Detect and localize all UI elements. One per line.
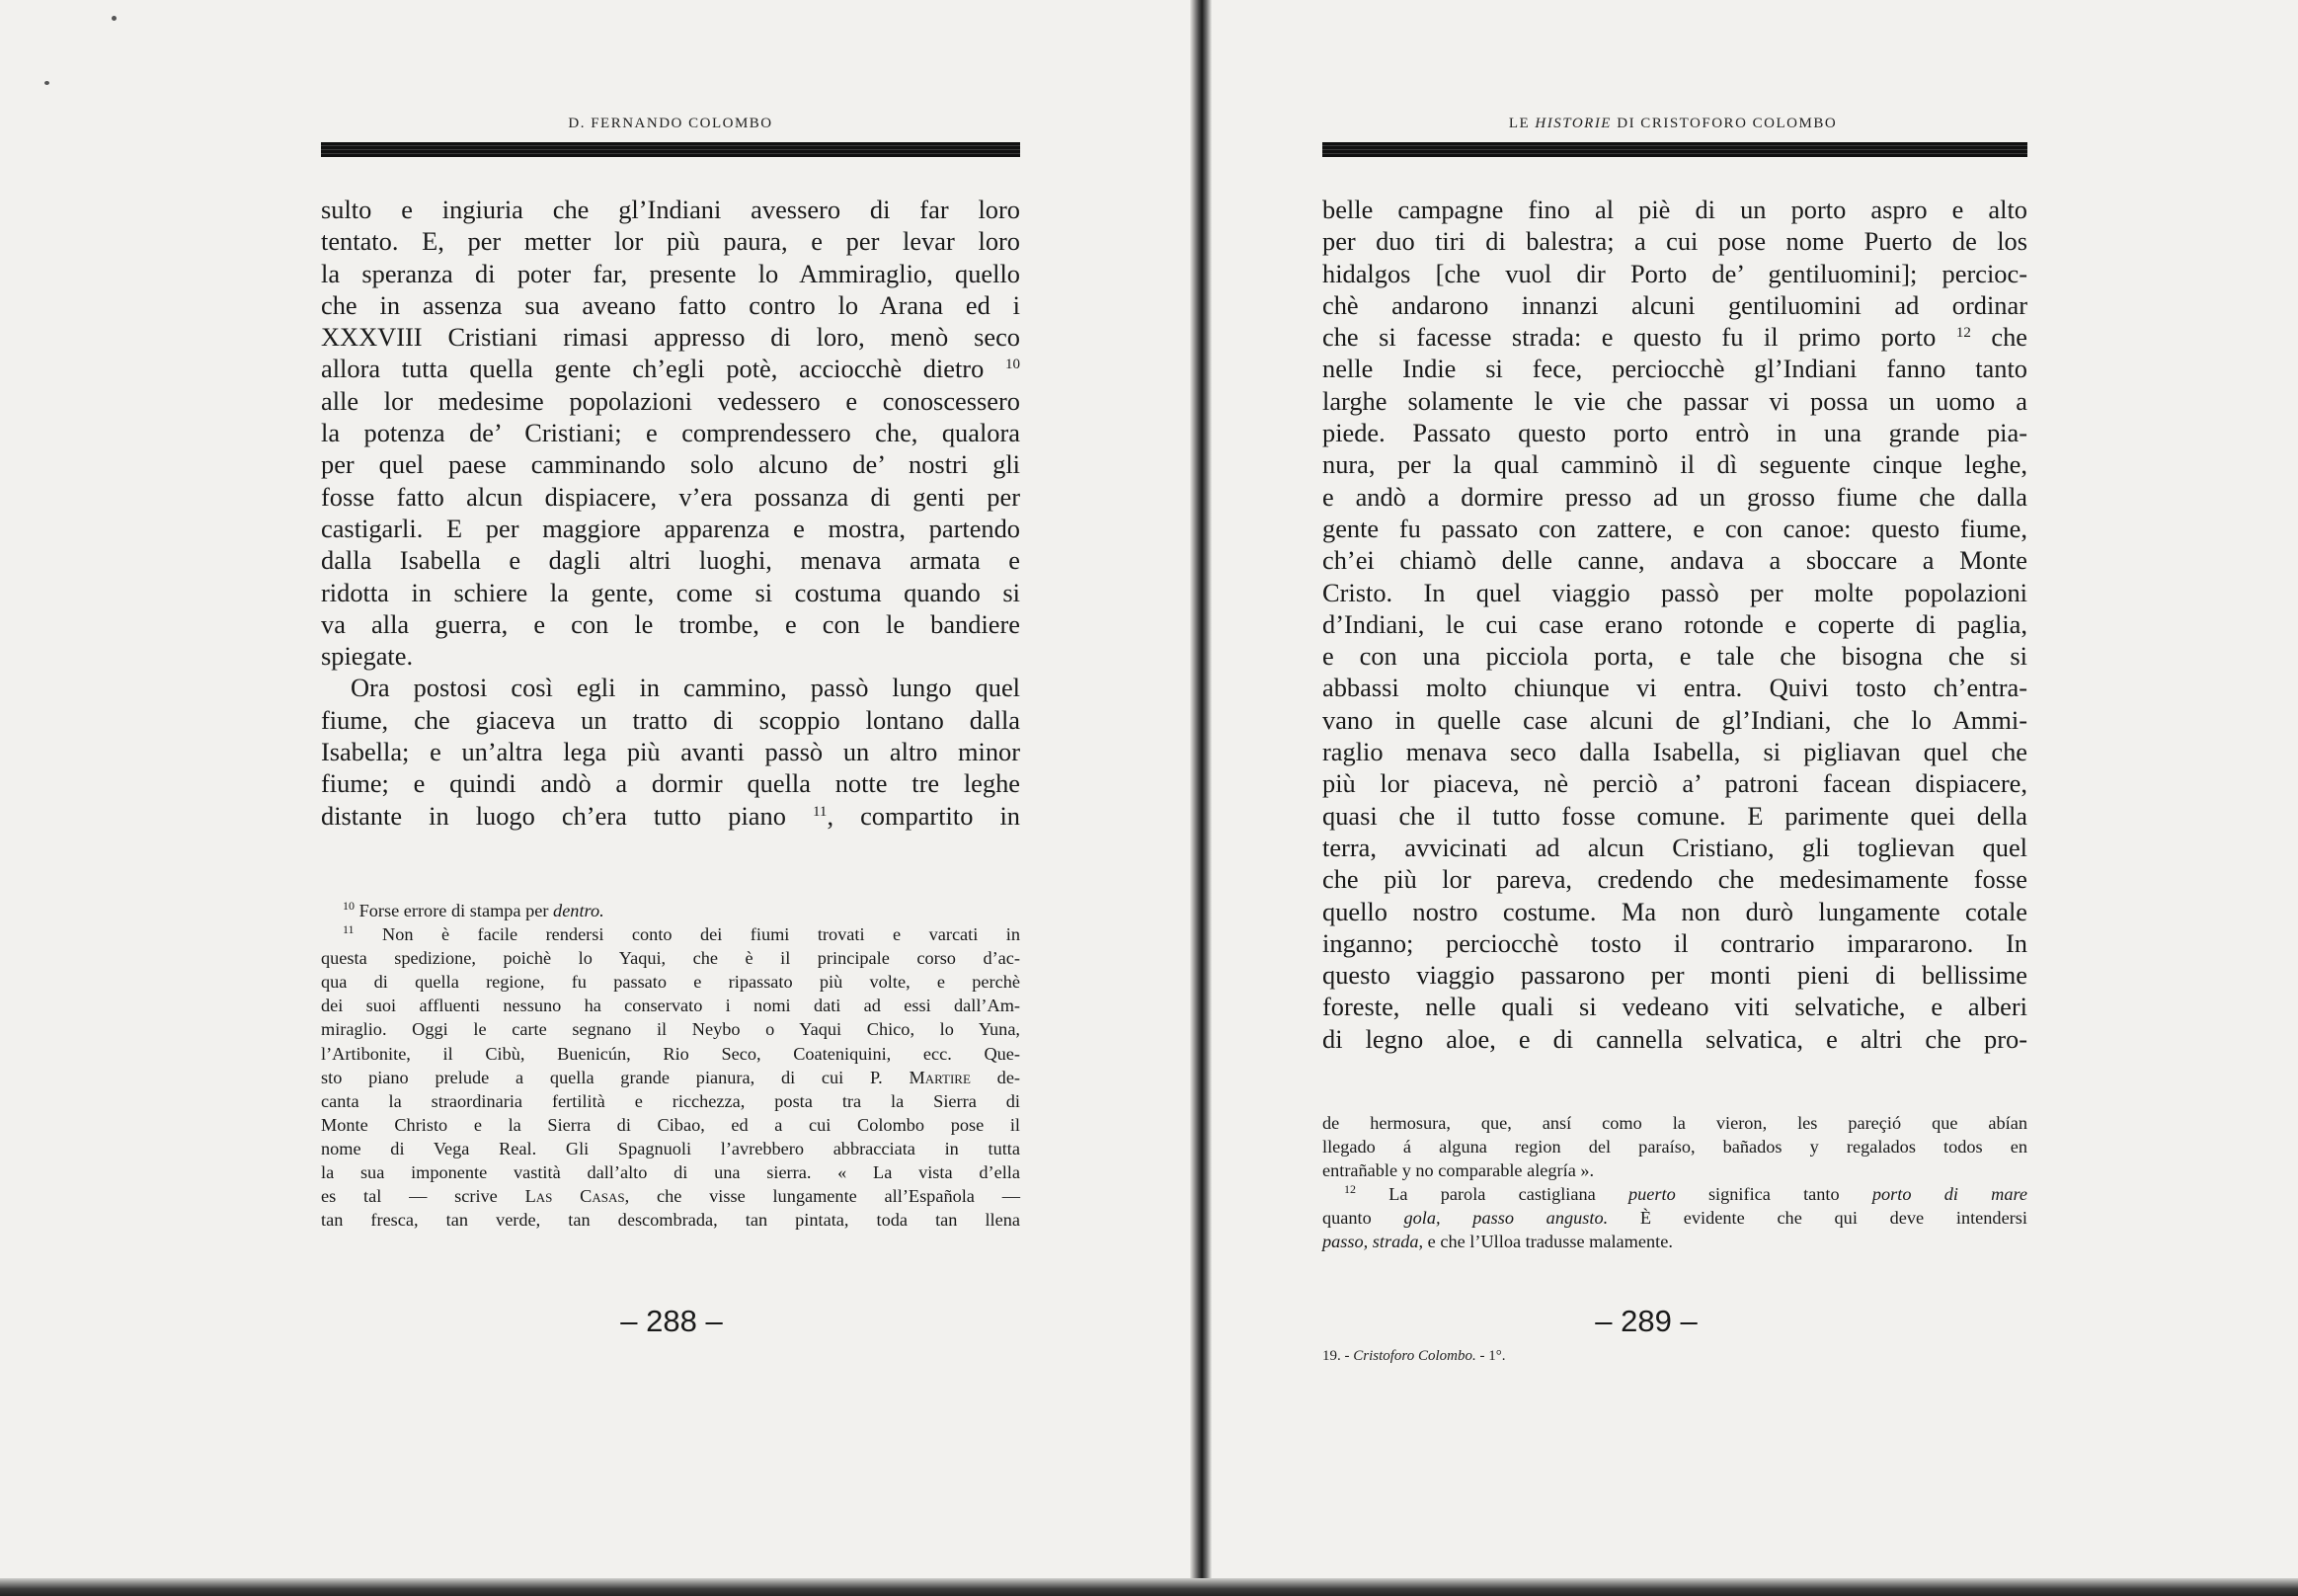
text-line: gente fu passato con zattere, e con canoe: questo fiume, — [1322, 513, 2027, 543]
text-line: quello nostro costume. Ma non durò lungamente cotale — [1322, 896, 2027, 926]
text-line: per duo tiri di balestra; a cui pose nome Puerto de los — [1322, 226, 2027, 257]
text-line: abbassi molto chiunque vi entra. Quivi tosto ch’entra- — [1322, 673, 2027, 703]
text-fragment: distante in luogo ch’era tutto piano — [321, 800, 786, 831]
footnote-line: de hermosura, que, ansí como la vieron, les pareçió que abían — [1322, 1113, 2027, 1133]
footnote-line — [321, 1184, 1020, 1208]
scan-speck — [112, 16, 117, 21]
footnote-text: e che l’Ulloa tradusse malamente. — [1427, 1232, 1673, 1252]
footnote-line: nome di Vega Real. Gli Spagnuoli l’avrebbero abbracciata in tutta — [321, 1138, 1020, 1158]
footnote-smallcaps: Martire — [909, 1067, 971, 1087]
text-fragment: , compartito in — [827, 800, 1020, 831]
text-line: foreste, nelle quali si vedeano viti selvatiche, e alberi — [1322, 992, 2027, 1022]
running-head-text: DI CRISTOFORO COLOMBO — [1617, 116, 1838, 131]
running-head-italic: HISTORIE — [1535, 116, 1612, 131]
text-line: Ora postosi così egli in cammino, passò lungo quel — [351, 673, 1020, 703]
text-fragment: che si facesse strada: e questo fu il primo porto — [1322, 322, 1937, 353]
footnote-text: Non è facile rendersi conto dei fiumi trovati e varcati in — [382, 924, 1021, 945]
right-page — [1212, 0, 2298, 1580]
text-line: e con una picciola porta, e tale che bisogna che si — [1322, 641, 2027, 672]
footnote-number: 10 — [343, 899, 355, 913]
footnote-italic: puerto — [1627, 1184, 1676, 1205]
left-page-number: – 288 – — [620, 1304, 723, 1338]
text-line: piede. Passato questo porto entrò in una grande pia- — [1322, 418, 2027, 448]
text-line: vano in quelle case alcuni de gl’Indiani, che lo Ammi- — [1322, 704, 2027, 735]
text-line: e andò a dormire presso ad un grosso fiume che dalla — [1322, 481, 2027, 512]
footnote-line — [1322, 1182, 2027, 1206]
footnote-text: È evidente che qui deve intendersi — [1639, 1208, 2027, 1229]
signature-italic: Cristoforo Colombo. — [1353, 1348, 1476, 1364]
right-footnotes — [1322, 1111, 2027, 1254]
text-line: fiume, che giaceva un tratto di scoppio lontano dalla — [321, 704, 1020, 735]
scan-speck — [44, 81, 49, 85]
book-gutter — [1190, 0, 1212, 1596]
text-line: più lor piaceva, nè perciò a’ patroni facean dispiacere, — [1322, 768, 2027, 799]
text-line: ch’ei chiamò delle canne, andava a sboccare a Monte — [1322, 545, 2027, 576]
text-line: quasi che il tutto fosse comune. E parimente quei della — [1322, 800, 2027, 831]
text-line — [321, 800, 1020, 832]
footnote-text: de- — [996, 1067, 1021, 1087]
text-line: chè andarono innanzi alcuni gentiluomini ad ordinar — [1322, 289, 2027, 320]
footnote-ref-11: 11 — [812, 803, 828, 820]
footnote-line — [321, 1066, 1020, 1089]
footnote-line: la sua imponente vastità dall’alto di una sierra. « La vista d’ella — [321, 1162, 1020, 1183]
footnote-line — [1322, 1230, 2027, 1253]
text-line: alle lor medesime popolazioni vedessero e conoscessero — [321, 385, 1020, 416]
right-header-rule — [1322, 142, 2027, 157]
left-footnotes — [321, 899, 1020, 1232]
left-header-rule — [321, 142, 1020, 157]
text-line: fiume; e quindi andò a dormir quella notte tre leghe — [321, 768, 1020, 799]
footnote-text: La parola castigliana — [1388, 1184, 1596, 1205]
text-line: belle campagne fino al piè di un porto aspro e alto — [1322, 195, 2027, 224]
text-line: larghe solamente le vie che passar vi possa un uomo a — [1322, 385, 2027, 416]
footnote-line: Monte Christo e la Sierra di Cibao, ed a cui Colombo pose il — [321, 1114, 1020, 1135]
text-line: terra, avvicinati ad alcun Cristiano, gli toglievan quel — [1322, 832, 2027, 862]
text-line: questo viaggio passarono per monti pieni di bellissime — [1322, 960, 2027, 991]
printer-signature — [1322, 1348, 1505, 1365]
signature-text: - 1°. — [1479, 1348, 1506, 1364]
footnote-italic: passo, strada, — [1322, 1232, 1424, 1252]
footnote-italic: porto di mare — [1871, 1184, 2028, 1205]
footnote-italic: gola, passo angusto. — [1403, 1208, 1609, 1229]
text-line: ridotta in schiere la gente, come si costuma quando si — [321, 577, 1020, 607]
text-line: Cristo. In quel viaggio passò per molte popolazioni — [1322, 577, 2027, 607]
text-line: XXXVIII Cristiani rimasi appresso di loro, menò seco — [321, 322, 1020, 353]
footnote-text: sto piano prelude a quella grande pianura, di cui P. — [321, 1067, 883, 1087]
footnote-italic: dentro. — [553, 901, 604, 920]
footnote-number: 11 — [343, 922, 355, 937]
footnote-text: Forse errore di stampa per — [358, 901, 549, 920]
text-line: nura, per la qual camminò il dì seguente cinque leghe, — [1322, 449, 2027, 480]
footnote-line — [1322, 1206, 2027, 1230]
text-line: di legno aloe, e di cannella selvatica, e altri che pro- — [1322, 1023, 2027, 1054]
footnote-smallcaps: Las Casas — [524, 1186, 625, 1207]
right-running-head — [1322, 116, 2023, 132]
footnote-line: tan fresca, tan verde, tan descombrada, tan pintata, toda tan llena — [321, 1210, 1020, 1231]
footnote-line: questa spedizione, poichè lo Yaqui, che è il principale corso d’ac- — [321, 948, 1020, 969]
text-line: la potenza de’ Cristiani; e comprendessero che, qualora — [321, 418, 1020, 448]
footnote-text: quanto — [1322, 1208, 1372, 1229]
footnote-line — [321, 922, 1020, 946]
footnote-line — [321, 899, 1020, 922]
left-running-head: D. FERNANDO COLOMBO — [568, 116, 773, 131]
footnote-line: dei suoi affluenti nessuno ha conservato i nomi dati ad essi dall’Am- — [321, 996, 1020, 1016]
footnote-number: 12 — [1344, 1182, 1356, 1197]
footnote-text: , che visse lungamente all’Española — — [624, 1186, 1020, 1207]
right-page-number: – 289 – — [1595, 1304, 1698, 1338]
text-fragment: che — [1991, 322, 2027, 353]
right-body-text — [1322, 194, 2027, 1055]
text-line: per quel paese camminando solo alcuno de’ nostri gli — [321, 449, 1020, 480]
page-bottom-edge — [0, 1578, 2298, 1596]
footnote-line: llegado á alguna region del paraíso, bañados y regalados todos en — [1322, 1137, 2027, 1157]
text-line — [1322, 321, 2027, 353]
text-line: d’Indiani, le cui case erano rotonde e coperte di paglia, — [1322, 608, 2027, 639]
text-line: nelle Indie si fece, perciocchè gl’Indiani fanno tanto — [1322, 354, 2027, 384]
text-fragment: allora tutta quella gente ch’egli potè, acciocchè dietro — [321, 354, 985, 384]
footnote-line: l’Artibonite, il Cibù, Buenicún, Rio Seco, Coateniquini, ecc. Que- — [321, 1043, 1020, 1064]
text-line: che più lor pareva, credendo che medesimamente fosse — [1322, 864, 2027, 895]
text-line: inganno; perciocchè tosto il contrario impararono. In — [1322, 927, 2027, 958]
footnote-text: significa tanto — [1707, 1184, 1840, 1205]
text-line: sulto e ingiuria che gl’Indiani avessero di far loro — [321, 195, 1020, 224]
text-line: raglio menava seco dalla Isabella, si pigliavan quel che — [1322, 737, 2027, 767]
text-line: va alla guerra, e con le trombe, e con le bandiere — [321, 608, 1020, 639]
left-body-text — [321, 194, 1020, 832]
footnote-line: qua di quella regione, fu passato e ripassato più volte, e perchè — [321, 972, 1020, 993]
text-line: fosse fatto alcun dispiacere, v’era possanza di genti per — [321, 481, 1020, 512]
text-line: spiegate. — [321, 641, 414, 672]
footnote-text: es tal — scrive — [321, 1186, 498, 1207]
footnote-line: entrañable y no comparable alegría ». — [1322, 1160, 1595, 1181]
footnote-line: miraglio. Oggi le carte segnano il Neybo o Yaqui Chico, lo Yuna, — [321, 1019, 1020, 1040]
text-line: tentato. E, per metter lor più paura, e per levar loro — [321, 226, 1020, 257]
footnote-line: canta la straordinaria fertilità e ricchezza, posta tra la Sierra di — [321, 1090, 1020, 1111]
text-line: dalla Isabella e dagli altri luoghi, menava armata e — [321, 545, 1020, 576]
text-line: hidalgos [che vuol dir Porto de’ gentiluomini]; percioc- — [1322, 258, 2027, 288]
text-line: la speranza di poter far, presente lo Ammiraglio, quello — [321, 258, 1020, 288]
text-line — [321, 353, 1020, 384]
footnote-ref-12: 12 — [1955, 325, 1971, 342]
signature-text: 19. - — [1322, 1348, 1350, 1364]
running-head-text: LE — [1508, 116, 1531, 131]
text-line: castigarli. E per maggiore apparenza e mostra, partendo — [321, 513, 1020, 543]
text-line: che in assenza sua aveano fatto contro lo Arana ed i — [321, 289, 1020, 320]
text-line: Isabella; e un’altra lega più avanti passò un altro minor — [321, 737, 1020, 767]
footnote-ref-10: 10 — [1004, 357, 1020, 373]
